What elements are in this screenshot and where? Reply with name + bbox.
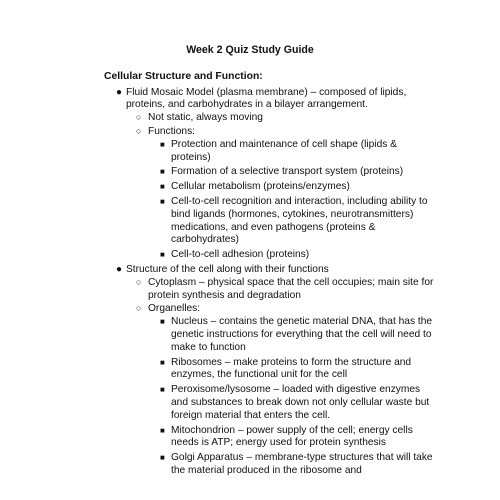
list-item xyxy=(148,316,438,354)
bullet-square-icon: ■ xyxy=(160,453,165,463)
list-item xyxy=(126,277,438,303)
list-item xyxy=(126,303,438,477)
list-item xyxy=(148,249,438,262)
bullet-square-icon: ■ xyxy=(160,167,165,177)
list-item-text: Protection and maintenance of cell shape (lipids & proteins) xyxy=(171,138,397,163)
bullet-square-icon: ■ xyxy=(160,317,165,327)
list-item xyxy=(148,166,438,179)
list-item xyxy=(148,384,438,422)
list-item xyxy=(104,264,438,478)
bullet-square-icon: ■ xyxy=(160,196,165,206)
bullet-circle-icon: ○ xyxy=(136,303,142,314)
list-item-text: Peroxisome/lysosome – loaded with digestive enzymes and substances to break down not only cellular waste but foreign material that enters the cell. xyxy=(171,384,430,421)
bullet-square-icon: ■ xyxy=(160,139,165,149)
list-item xyxy=(148,196,438,247)
list-item-text: Nucleus – contains the genetic material DNA, that has the genetic instructions for everything that the cell will need to make to function xyxy=(171,316,433,353)
list-item-text: Ribosomes – make proteins to form the structure and enzymes, the functional unit for the cell xyxy=(171,356,412,381)
section-heading: Cellular Structure and Function: xyxy=(104,70,263,82)
bullet-disc-icon: ● xyxy=(116,263,123,275)
document-title: Week 2 Quiz Study Guide xyxy=(186,44,314,56)
list-item xyxy=(126,126,438,262)
list-item-text: Cytoplasm – physical space that the cell occupies; main site for protein synthesis and degradation xyxy=(148,276,434,301)
bullet-square-icon: ■ xyxy=(160,182,165,192)
outline-level-3 xyxy=(148,139,438,262)
list-item xyxy=(148,425,438,451)
bullet-square-icon: ■ xyxy=(160,385,165,395)
list-item xyxy=(148,181,438,194)
list-item-text: Mitochondrion – power supply of the cell; energy cells needs is ATP; energy used for protein synthesis xyxy=(171,424,413,449)
bullet-square-icon: ■ xyxy=(160,357,165,367)
outline-level-2 xyxy=(126,112,438,262)
list-item-text: Golgi Apparatus – membrane-type structures that will take the material produced in the ribosome and xyxy=(171,452,433,476)
list-item xyxy=(148,139,438,165)
list-item-text: Cell-to-cell adhesion (proteins) xyxy=(171,249,310,261)
bullet-circle-icon: ○ xyxy=(136,125,142,136)
list-item-text: Structure of the cell along with their functions xyxy=(126,263,329,275)
bullet-square-icon: ■ xyxy=(160,425,165,435)
list-item-text: Fluid Mosaic Model (plasma membrane) – composed of lipids, proteins, and carbohydrates in a bilayer arrangement. xyxy=(126,86,407,111)
bullet-circle-icon: ○ xyxy=(136,276,142,287)
list-item-text: Cell-to-cell recognition and interaction, including ability to bind ligands (hormones, cytokines, neurotransmitters) medications, and even pathogens (proteins & carbohydrates) xyxy=(171,195,428,246)
outline-level-1 xyxy=(104,87,438,478)
list-item-text: Cellular metabolism (proteins/enzymes) xyxy=(171,181,350,193)
list-item xyxy=(148,452,438,478)
list-item xyxy=(126,112,438,125)
bullet-disc-icon: ● xyxy=(116,86,123,98)
list-item-text: Organelles: xyxy=(148,303,201,315)
list-item-text: Formation of a selective transport system (proteins) xyxy=(171,166,404,178)
list-item-text: Functions: xyxy=(148,125,195,137)
list-item xyxy=(104,87,438,262)
outline-level-2 xyxy=(126,277,438,478)
list-item-text: Not static, always moving xyxy=(148,112,263,124)
outline-level-3 xyxy=(148,316,438,478)
bullet-square-icon: ■ xyxy=(160,250,165,260)
list-item xyxy=(148,357,438,383)
bullet-circle-icon: ○ xyxy=(136,112,142,123)
